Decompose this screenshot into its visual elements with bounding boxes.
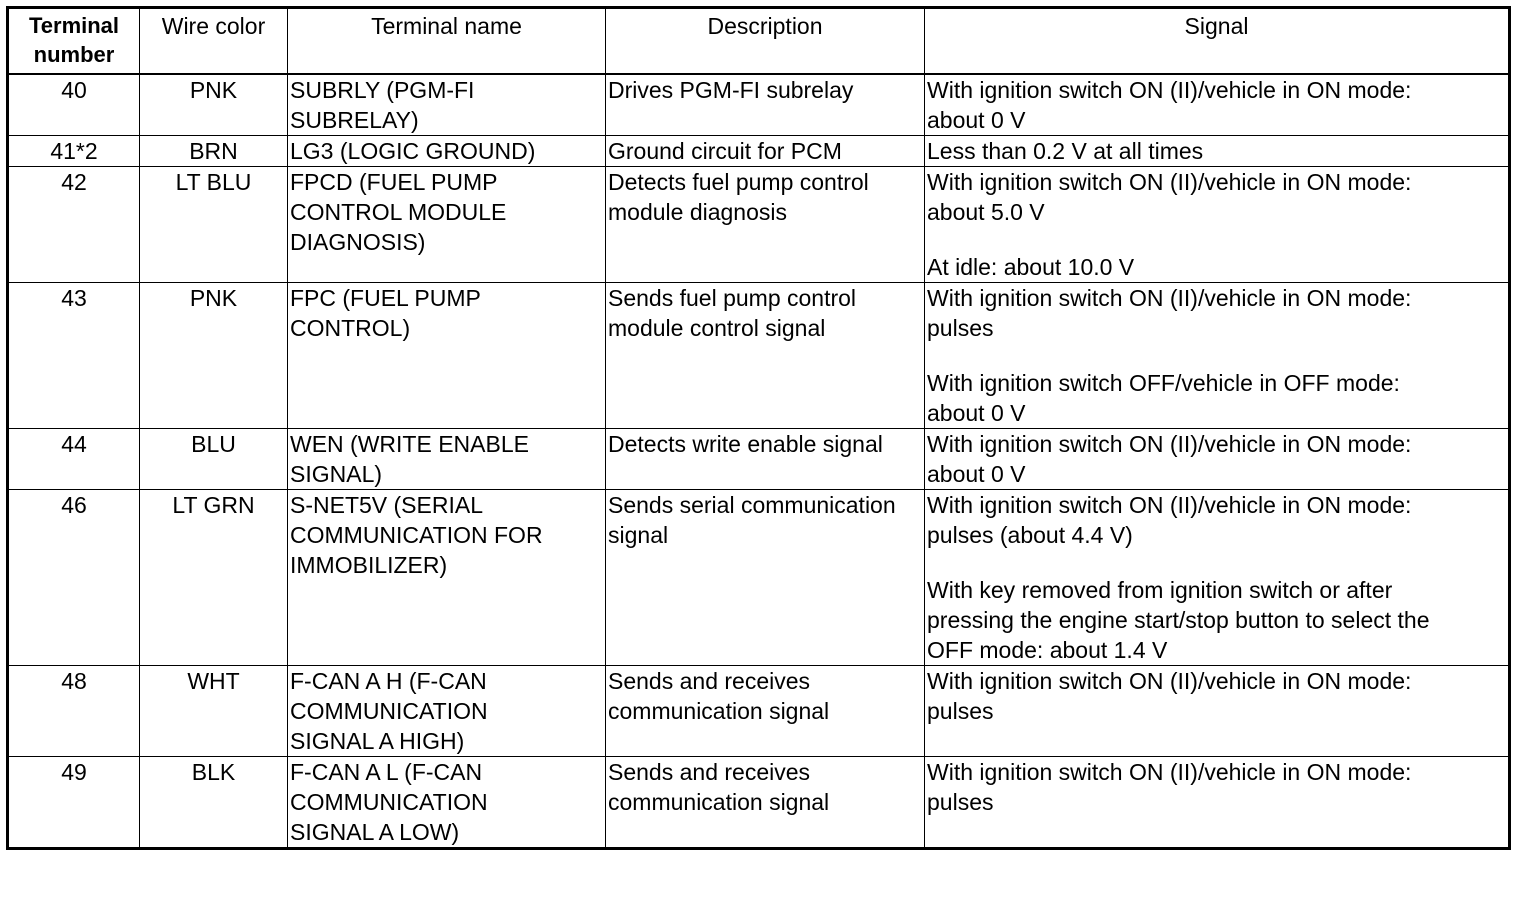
signal-line: about 0 V bbox=[927, 400, 1026, 426]
table-row bbox=[8, 490, 1510, 666]
description-line: Ground circuit for PCM bbox=[608, 138, 842, 164]
description-cell bbox=[606, 167, 925, 283]
terminal-name-line: SIGNAL A HIGH) bbox=[290, 728, 465, 754]
terminal-name-line: COMMUNICATION FOR bbox=[290, 522, 543, 548]
description-line: Detects write enable signal bbox=[608, 431, 883, 457]
signal-line: Less than 0.2 V at all times bbox=[927, 138, 1204, 164]
terminal-name-line: DIAGNOSIS) bbox=[290, 229, 426, 255]
description-line: signal bbox=[608, 522, 669, 548]
terminal-name-line: F-CAN A L (F-CAN bbox=[290, 759, 483, 785]
description-line: module diagnosis bbox=[608, 199, 788, 225]
header-description: Description bbox=[606, 8, 925, 75]
signal-line: OFF mode: about 1.4 V bbox=[927, 637, 1168, 663]
table-row bbox=[8, 167, 1510, 283]
terminal-name-line: IMMOBILIZER) bbox=[290, 552, 448, 578]
terminal-name-cell bbox=[288, 757, 606, 849]
terminal-name-line: S-NET5V (SERIAL bbox=[290, 492, 483, 518]
signal-line: With ignition switch ON (II)/vehicle in ON mode: bbox=[927, 169, 1412, 195]
signal-line: With ignition switch OFF/vehicle in OFF mode: bbox=[927, 370, 1400, 396]
description-cell bbox=[606, 666, 925, 757]
signal-line: pressing the engine start/stop button to select the bbox=[927, 607, 1430, 633]
signal-cell bbox=[925, 136, 1510, 167]
signal-line: about 0 V bbox=[927, 107, 1026, 133]
description-cell bbox=[606, 74, 925, 136]
terminal-number-cell: 44 bbox=[8, 429, 140, 490]
description-line: Sends and receives bbox=[608, 668, 811, 694]
terminal-number-cell: 43 bbox=[8, 283, 140, 429]
terminal-name-cell bbox=[288, 490, 606, 666]
terminal-name-line: SIGNAL) bbox=[290, 461, 383, 487]
terminal-table bbox=[6, 6, 1511, 850]
description-line: module control signal bbox=[608, 315, 826, 341]
signal-cell bbox=[925, 429, 1510, 490]
terminal-number-cell: 49 bbox=[8, 757, 140, 849]
signal-line: With ignition switch ON (II)/vehicle in ON mode: bbox=[927, 759, 1412, 785]
terminal-name-cell bbox=[288, 74, 606, 136]
signal-line: pulses (about 4.4 V) bbox=[927, 522, 1133, 548]
description-cell bbox=[606, 757, 925, 849]
table-row bbox=[8, 757, 1510, 849]
paragraph-gap bbox=[927, 343, 1506, 368]
terminal-name-line: WEN (WRITE ENABLE bbox=[290, 431, 529, 457]
terminal-number-cell: 48 bbox=[8, 666, 140, 757]
wire-color-cell: BLU bbox=[140, 429, 288, 490]
description-line: communication signal bbox=[608, 789, 830, 815]
signal-cell bbox=[925, 283, 1510, 429]
terminal-number-cell: 42 bbox=[8, 167, 140, 283]
signal-line: pulses bbox=[927, 789, 994, 815]
signal-cell bbox=[925, 74, 1510, 136]
terminal-name-line: SIGNAL A LOW) bbox=[290, 819, 460, 845]
terminal-name-line: SUBRLY (PGM-FI bbox=[290, 77, 475, 103]
terminal-number-cell: 40 bbox=[8, 74, 140, 136]
description-cell bbox=[606, 490, 925, 666]
description-line: Sends serial communication bbox=[608, 492, 896, 518]
table-body bbox=[8, 74, 1510, 849]
table-row bbox=[8, 666, 1510, 757]
header-row bbox=[8, 8, 1510, 75]
signal-line: With ignition switch ON (II)/vehicle in ON mode: bbox=[927, 285, 1412, 311]
terminal-name-line: CONTROL) bbox=[290, 315, 411, 341]
terminal-name-cell bbox=[288, 283, 606, 429]
description-line: Sends and receives bbox=[608, 759, 811, 785]
terminal-number-cell: 41*2 bbox=[8, 136, 140, 167]
wire-color-cell: LT BLU bbox=[140, 167, 288, 283]
wire-color-cell: PNK bbox=[140, 283, 288, 429]
signal-line: At idle: about 10.0 V bbox=[927, 254, 1135, 280]
description-cell bbox=[606, 429, 925, 490]
terminal-name-line: LG3 (LOGIC GROUND) bbox=[290, 138, 536, 164]
wire-color-cell: BLK bbox=[140, 757, 288, 849]
signal-line: pulses bbox=[927, 698, 994, 724]
terminal-name-cell bbox=[288, 167, 606, 283]
wire-color-cell: LT GRN bbox=[140, 490, 288, 666]
terminal-name-line: FPC (FUEL PUMP bbox=[290, 285, 481, 311]
header-terminal-number: Terminal number bbox=[8, 8, 140, 75]
signal-line: With ignition switch ON (II)/vehicle in ON mode: bbox=[927, 668, 1412, 694]
signal-line: With ignition switch ON (II)/vehicle in ON mode: bbox=[927, 431, 1412, 457]
wire-color-cell: BRN bbox=[140, 136, 288, 167]
signal-cell bbox=[925, 666, 1510, 757]
wire-color-cell: PNK bbox=[140, 74, 288, 136]
table-row bbox=[8, 429, 1510, 490]
terminal-name-line: FPCD (FUEL PUMP bbox=[290, 169, 498, 195]
table-row bbox=[8, 283, 1510, 429]
description-line: communication signal bbox=[608, 698, 830, 724]
terminal-name-line: SUBRELAY) bbox=[290, 107, 419, 133]
terminal-number-cell: 46 bbox=[8, 490, 140, 666]
signal-line: about 5.0 V bbox=[927, 199, 1045, 225]
description-cell bbox=[606, 136, 925, 167]
signal-line: With key removed from ignition switch or after bbox=[927, 577, 1393, 603]
table-row bbox=[8, 74, 1510, 136]
terminal-name-cell bbox=[288, 429, 606, 490]
table-row bbox=[8, 136, 1510, 167]
signal-cell bbox=[925, 490, 1510, 666]
terminal-name-line: F-CAN A H (F-CAN bbox=[290, 668, 487, 694]
signal-cell bbox=[925, 757, 1510, 849]
paragraph-gap bbox=[927, 227, 1506, 252]
signal-line: With ignition switch ON (II)/vehicle in ON mode: bbox=[927, 77, 1412, 103]
description-line: Drives PGM-FI subrelay bbox=[608, 77, 854, 103]
terminal-name-line: COMMUNICATION bbox=[290, 698, 488, 724]
signal-line: With ignition switch ON (II)/vehicle in ON mode: bbox=[927, 492, 1412, 518]
terminal-name-line: COMMUNICATION bbox=[290, 789, 488, 815]
description-line: Detects fuel pump control bbox=[608, 169, 869, 195]
signal-line: about 0 V bbox=[927, 461, 1026, 487]
header-wire-color: Wire color bbox=[140, 8, 288, 75]
description-line: Sends fuel pump control bbox=[608, 285, 857, 311]
header-terminal-name: Terminal name bbox=[288, 8, 606, 75]
description-cell bbox=[606, 283, 925, 429]
signal-cell bbox=[925, 167, 1510, 283]
terminal-name-cell bbox=[288, 666, 606, 757]
paragraph-gap bbox=[927, 550, 1506, 575]
terminal-name-line: CONTROL MODULE bbox=[290, 199, 507, 225]
wire-color-cell: WHT bbox=[140, 666, 288, 757]
signal-line: pulses bbox=[927, 315, 994, 341]
header-signal: Signal bbox=[925, 8, 1510, 75]
terminal-table-page bbox=[6, 6, 1508, 850]
terminal-name-cell bbox=[288, 136, 606, 167]
